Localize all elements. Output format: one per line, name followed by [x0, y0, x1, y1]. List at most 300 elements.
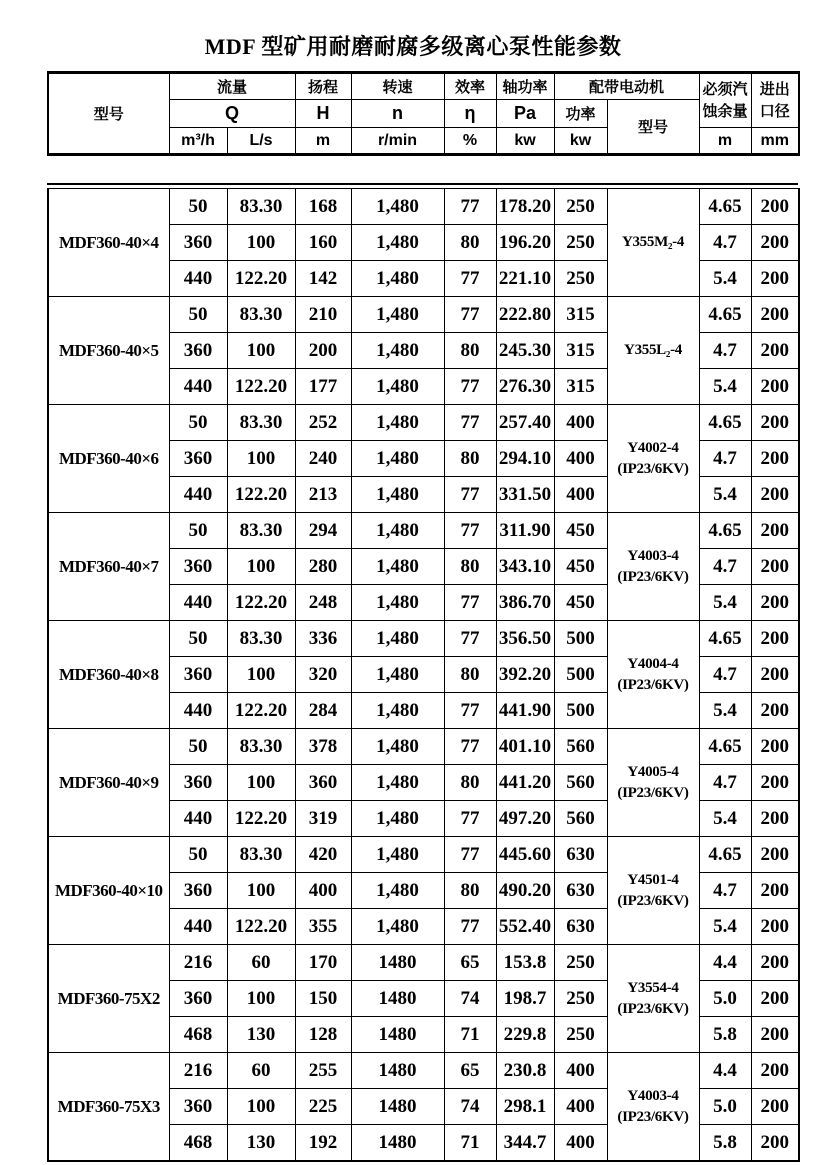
- cell-flow-m3h: 50: [169, 405, 227, 441]
- cell-flow-m3h: 216: [169, 1053, 227, 1089]
- header-motor-power: 功率: [554, 100, 607, 128]
- cell-npsh: 4.7: [699, 225, 751, 261]
- cell-efficiency: 80: [444, 441, 496, 477]
- cell-efficiency: 71: [444, 1017, 496, 1053]
- cell-efficiency: 77: [444, 369, 496, 405]
- cell-flow-ls: 122.20: [227, 909, 295, 945]
- cell-speed: 1,480: [351, 297, 444, 333]
- cell-shaft-power: 490.20: [496, 873, 554, 909]
- header-flow-symbol: Q: [169, 100, 295, 128]
- cell-efficiency: 77: [444, 801, 496, 837]
- cell-flow-ls: 83.30: [227, 297, 295, 333]
- header-motor-group: 配带电动机: [554, 73, 699, 100]
- cell-shaft-power: 497.20: [496, 801, 554, 837]
- motor-model-line: (IP23/6KV): [617, 676, 689, 693]
- motor-model-line: Y355M₂-4: [621, 234, 685, 250]
- motor-model-line: Y4501-4: [627, 871, 679, 888]
- cell-npsh: 4.65: [699, 837, 751, 873]
- cell-flow-ls: 122.20: [227, 369, 295, 405]
- cell-port-diameter: 200: [751, 1017, 799, 1053]
- cell-pump-model: MDF360-40×7: [48, 513, 169, 621]
- cell-flow-ls: 100: [227, 981, 295, 1017]
- cell-npsh: 4.4: [699, 1053, 751, 1089]
- cell-motor-power: 560: [554, 801, 607, 837]
- cell-motor-power: 450: [554, 513, 607, 549]
- cell-npsh: 5.4: [699, 585, 751, 621]
- cell-npsh: 5.4: [699, 693, 751, 729]
- header-npsh-unit: m: [699, 128, 751, 155]
- motor-model-line: (IP23/6KV): [617, 568, 689, 585]
- cell-efficiency: 80: [444, 765, 496, 801]
- cell-flow-m3h: 50: [169, 513, 227, 549]
- cell-shaft-power: 230.8: [496, 1053, 554, 1089]
- cell-flow-ls: 100: [227, 225, 295, 261]
- cell-flow-m3h: 50: [169, 837, 227, 873]
- cell-flow-m3h: 360: [169, 981, 227, 1017]
- cell-efficiency: 77: [444, 837, 496, 873]
- cell-speed: 1,480: [351, 657, 444, 693]
- cell-flow-m3h: 468: [169, 1125, 227, 1162]
- header-port-line2: 口径: [759, 102, 790, 120]
- cell-efficiency: 77: [444, 189, 496, 225]
- cell-efficiency: 71: [444, 1125, 496, 1162]
- cell-flow-ls: 83.30: [227, 621, 295, 657]
- cell-flow-m3h: 50: [169, 729, 227, 765]
- cell-port-diameter: 200: [751, 549, 799, 585]
- cell-port-diameter: 200: [751, 621, 799, 657]
- cell-motor-model: [607, 405, 699, 513]
- cell-speed: 1,480: [351, 261, 444, 297]
- cell-efficiency: 77: [444, 621, 496, 657]
- cell-npsh: 4.7: [699, 549, 751, 585]
- cell-speed: 1,480: [351, 693, 444, 729]
- cell-port-diameter: 200: [751, 333, 799, 369]
- cell-npsh: 4.65: [699, 405, 751, 441]
- cell-flow-m3h: 440: [169, 477, 227, 513]
- spec-table-header: [47, 71, 800, 156]
- cell-head: 160: [295, 225, 351, 261]
- motor-model-line: Y4005-4: [627, 763, 679, 780]
- header-efficiency: 效率: [444, 73, 496, 100]
- cell-motor-power: 250: [554, 945, 607, 981]
- cell-motor-power: 250: [554, 189, 607, 225]
- header-head: 扬程: [295, 73, 351, 100]
- cell-head: 142: [295, 261, 351, 297]
- motor-model-line: Y4003-4: [627, 1087, 679, 1104]
- cell-motor-power: 450: [554, 549, 607, 585]
- cell-motor-model: [607, 189, 699, 297]
- cell-motor-power: 560: [554, 765, 607, 801]
- cell-flow-m3h: 360: [169, 333, 227, 369]
- cell-head: 336: [295, 621, 351, 657]
- cell-port-diameter: 200: [751, 261, 799, 297]
- cell-shaft-power: 331.50: [496, 477, 554, 513]
- motor-model-line: Y4003-4: [627, 547, 679, 564]
- cell-efficiency: 80: [444, 333, 496, 369]
- cell-flow-ls: 83.30: [227, 729, 295, 765]
- motor-model-line: Y4004-4: [627, 655, 679, 672]
- cell-motor-power: 500: [554, 693, 607, 729]
- cell-npsh: 5.4: [699, 801, 751, 837]
- cell-motor-model: [607, 837, 699, 945]
- cell-npsh: 5.8: [699, 1125, 751, 1162]
- cell-npsh: 4.7: [699, 657, 751, 693]
- cell-shaft-power: 441.20: [496, 765, 554, 801]
- cell-motor-model: [607, 729, 699, 837]
- cell-port-diameter: 200: [751, 801, 799, 837]
- cell-head: 294: [295, 513, 351, 549]
- cell-head: 420: [295, 837, 351, 873]
- cell-efficiency: 65: [444, 1053, 496, 1089]
- cell-shaft-power: 298.1: [496, 1089, 554, 1125]
- cell-head: 378: [295, 729, 351, 765]
- cell-flow-ls: 83.30: [227, 405, 295, 441]
- cell-flow-ls: 83.30: [227, 837, 295, 873]
- header-shaft-power-symbol: Pa: [496, 100, 554, 128]
- cell-flow-ls: 60: [227, 1053, 295, 1089]
- cell-port-diameter: 200: [751, 297, 799, 333]
- cell-motor-power: 560: [554, 729, 607, 765]
- cell-npsh: 4.7: [699, 873, 751, 909]
- header-head-symbol: H: [295, 100, 351, 128]
- header-shaft-power-unit: kw: [496, 128, 554, 155]
- cell-head: 177: [295, 369, 351, 405]
- cell-motor-power: 400: [554, 1089, 607, 1125]
- cell-efficiency: 77: [444, 405, 496, 441]
- cell-head: 128: [295, 1017, 351, 1053]
- header-flow-unit-m3h: m³/h: [169, 128, 227, 155]
- cell-speed: 1,480: [351, 729, 444, 765]
- cell-efficiency: 77: [444, 513, 496, 549]
- spec-row: [48, 621, 799, 657]
- cell-head: 170: [295, 945, 351, 981]
- cell-port-diameter: 200: [751, 837, 799, 873]
- motor-model-line: (IP23/6KV): [617, 460, 689, 477]
- cell-head: 200: [295, 333, 351, 369]
- cell-npsh: 5.4: [699, 477, 751, 513]
- cell-head: 213: [295, 477, 351, 513]
- cell-speed: 1,480: [351, 801, 444, 837]
- cell-efficiency: 80: [444, 657, 496, 693]
- cell-port-diameter: 200: [751, 945, 799, 981]
- cell-motor-power: 250: [554, 981, 607, 1017]
- cell-flow-ls: 100: [227, 657, 295, 693]
- cell-speed: 1,480: [351, 189, 444, 225]
- header-port-unit: mm: [751, 128, 799, 155]
- cell-flow-ls: 100: [227, 765, 295, 801]
- cell-motor-power: 630: [554, 909, 607, 945]
- cell-pump-model: MDF360-40×5: [48, 297, 169, 405]
- spec-row: [48, 297, 799, 333]
- cell-head: 240: [295, 441, 351, 477]
- cell-port-diameter: 200: [751, 369, 799, 405]
- cell-shaft-power: 311.90: [496, 513, 554, 549]
- cell-motor-power: 250: [554, 225, 607, 261]
- cell-port-diameter: 200: [751, 693, 799, 729]
- cell-efficiency: 74: [444, 1089, 496, 1125]
- cell-motor-power: 250: [554, 1017, 607, 1053]
- cell-speed: 1,480: [351, 765, 444, 801]
- cell-efficiency: 77: [444, 477, 496, 513]
- cell-port-diameter: 200: [751, 585, 799, 621]
- cell-motor-model: [607, 297, 699, 405]
- cell-flow-m3h: 440: [169, 369, 227, 405]
- cell-motor-power: 450: [554, 585, 607, 621]
- header-efficiency-symbol: η: [444, 100, 496, 128]
- cell-npsh: 4.7: [699, 765, 751, 801]
- cell-speed: 1,480: [351, 513, 444, 549]
- cell-efficiency: 80: [444, 873, 496, 909]
- cell-head: 248: [295, 585, 351, 621]
- cell-speed: 1480: [351, 1017, 444, 1053]
- cell-shaft-power: 153.8: [496, 945, 554, 981]
- cell-port-diameter: 200: [751, 657, 799, 693]
- spec-row: [48, 513, 799, 549]
- cell-flow-ls: 100: [227, 333, 295, 369]
- cell-npsh: 4.65: [699, 297, 751, 333]
- cell-shaft-power: 386.70: [496, 585, 554, 621]
- cell-speed: 1,480: [351, 477, 444, 513]
- cell-flow-m3h: 360: [169, 657, 227, 693]
- cell-shaft-power: 178.20: [496, 189, 554, 225]
- motor-model-line: (IP23/6KV): [617, 1108, 689, 1125]
- header-row-groups: [48, 73, 799, 100]
- cell-shaft-power: 343.10: [496, 549, 554, 585]
- cell-flow-m3h: 440: [169, 585, 227, 621]
- header-npsh-line2: 蚀余量: [702, 102, 748, 120]
- cell-speed: 1480: [351, 1089, 444, 1125]
- header-speed-symbol: n: [351, 100, 444, 128]
- cell-flow-ls: 100: [227, 441, 295, 477]
- header-efficiency-unit: %: [444, 128, 496, 155]
- header-speed-unit: r/min: [351, 128, 444, 155]
- cell-flow-m3h: 360: [169, 549, 227, 585]
- cell-speed: 1,480: [351, 549, 444, 585]
- cell-efficiency: 77: [444, 909, 496, 945]
- cell-motor-power: 250: [554, 261, 607, 297]
- cell-motor-model: [607, 1053, 699, 1162]
- cell-flow-m3h: 440: [169, 909, 227, 945]
- cell-motor-model: [607, 945, 699, 1053]
- cell-npsh: 4.4: [699, 945, 751, 981]
- cell-head: 284: [295, 693, 351, 729]
- cell-flow-ls: 100: [227, 1089, 295, 1125]
- cell-npsh: 4.7: [699, 441, 751, 477]
- cell-pump-model: MDF360-40×9: [48, 729, 169, 837]
- spec-table-body-border: [47, 183, 798, 1162]
- cell-npsh: 4.65: [699, 729, 751, 765]
- header-port-diameter: [751, 73, 799, 128]
- header-shaft-power: 轴功率: [496, 73, 554, 100]
- cell-flow-m3h: 468: [169, 1017, 227, 1053]
- cell-npsh: 5.8: [699, 1017, 751, 1053]
- cell-speed: 1,480: [351, 909, 444, 945]
- cell-shaft-power: 441.90: [496, 693, 554, 729]
- cell-speed: 1480: [351, 981, 444, 1017]
- header-npsh: [699, 73, 751, 128]
- page-title: MDF 型矿用耐磨耐腐多级离心泵性能参数: [204, 34, 622, 59]
- cell-motor-power: 315: [554, 369, 607, 405]
- cell-head: 192: [295, 1125, 351, 1162]
- cell-flow-ls: 122.20: [227, 693, 295, 729]
- cell-flow-m3h: 360: [169, 765, 227, 801]
- cell-shaft-power: 198.7: [496, 981, 554, 1017]
- cell-pump-model: MDF360-40×4: [48, 189, 169, 297]
- cell-flow-m3h: 50: [169, 621, 227, 657]
- motor-model-line: (IP23/6KV): [617, 1000, 689, 1017]
- cell-npsh: 5.4: [699, 369, 751, 405]
- header-pump-model: 型号: [48, 73, 169, 155]
- motor-model-line: Y4002-4: [627, 439, 679, 456]
- cell-port-diameter: 200: [751, 981, 799, 1017]
- cell-shaft-power: 401.10: [496, 729, 554, 765]
- cell-port-diameter: 200: [751, 189, 799, 225]
- cell-motor-power: 315: [554, 333, 607, 369]
- cell-port-diameter: 200: [751, 441, 799, 477]
- motor-model-line: Y3554-4: [627, 979, 679, 996]
- cell-pump-model: MDF360-75X2: [48, 945, 169, 1053]
- spec-row: [48, 729, 799, 765]
- cell-efficiency: 77: [444, 693, 496, 729]
- motor-model-line: (IP23/6KV): [617, 892, 689, 909]
- cell-speed: 1,480: [351, 621, 444, 657]
- cell-shaft-power: 221.10: [496, 261, 554, 297]
- cell-flow-ls: 60: [227, 945, 295, 981]
- cell-flow-ls: 122.20: [227, 801, 295, 837]
- cell-shaft-power: 344.7: [496, 1125, 554, 1162]
- cell-motor-model: [607, 513, 699, 621]
- header-motor-power-unit: kw: [554, 128, 607, 155]
- cell-shaft-power: 445.60: [496, 837, 554, 873]
- cell-shaft-power: 257.40: [496, 405, 554, 441]
- cell-flow-ls: 122.20: [227, 585, 295, 621]
- cell-flow-ls: 100: [227, 549, 295, 585]
- cell-speed: 1,480: [351, 225, 444, 261]
- cell-npsh: 5.0: [699, 1089, 751, 1125]
- cell-flow-ls: 83.30: [227, 189, 295, 225]
- cell-flow-m3h: 360: [169, 1089, 227, 1125]
- cell-shaft-power: 222.80: [496, 297, 554, 333]
- cell-port-diameter: 200: [751, 909, 799, 945]
- cell-port-diameter: 200: [751, 1125, 799, 1162]
- cell-flow-m3h: 50: [169, 297, 227, 333]
- cell-shaft-power: 196.20: [496, 225, 554, 261]
- motor-model-line: (IP23/6KV): [617, 784, 689, 801]
- cell-port-diameter: 200: [751, 405, 799, 441]
- cell-motor-power: 400: [554, 1125, 607, 1162]
- cell-motor-power: 315: [554, 297, 607, 333]
- cell-port-diameter: 200: [751, 729, 799, 765]
- cell-speed: 1480: [351, 945, 444, 981]
- cell-motor-power: 500: [554, 657, 607, 693]
- header-speed: 转速: [351, 73, 444, 100]
- cell-flow-m3h: 360: [169, 873, 227, 909]
- cell-head: 252: [295, 405, 351, 441]
- cell-speed: 1,480: [351, 333, 444, 369]
- cell-efficiency: 77: [444, 297, 496, 333]
- cell-flow-ls: 130: [227, 1017, 295, 1053]
- cell-head: 400: [295, 873, 351, 909]
- cell-head: 255: [295, 1053, 351, 1089]
- cell-speed: 1480: [351, 1125, 444, 1162]
- cell-motor-power: 630: [554, 873, 607, 909]
- cell-npsh: 5.0: [699, 981, 751, 1017]
- spec-table-body: [48, 189, 799, 1162]
- cell-flow-m3h: 440: [169, 801, 227, 837]
- cell-pump-model: MDF360-40×6: [48, 405, 169, 513]
- cell-npsh: 4.65: [699, 189, 751, 225]
- cell-flow-ls: 130: [227, 1125, 295, 1162]
- cell-port-diameter: 200: [751, 765, 799, 801]
- cell-efficiency: 77: [444, 585, 496, 621]
- cell-port-diameter: 200: [751, 225, 799, 261]
- cell-npsh: 4.65: [699, 621, 751, 657]
- header-motor-model: 型号: [607, 100, 699, 155]
- cell-flow-ls: 83.30: [227, 513, 295, 549]
- cell-flow-m3h: 440: [169, 261, 227, 297]
- cell-pump-model: MDF360-40×10: [48, 837, 169, 945]
- header-flow-unit-ls: L/s: [227, 128, 295, 155]
- cell-motor-power: 400: [554, 1053, 607, 1089]
- cell-flow-ls: 122.20: [227, 261, 295, 297]
- cell-speed: 1480: [351, 1053, 444, 1089]
- cell-efficiency: 80: [444, 549, 496, 585]
- cell-head: 360: [295, 765, 351, 801]
- cell-port-diameter: 200: [751, 1053, 799, 1089]
- cell-speed: 1,480: [351, 873, 444, 909]
- cell-flow-m3h: 50: [169, 189, 227, 225]
- header-port-line1: 进出: [759, 80, 790, 98]
- cell-flow-ls: 100: [227, 873, 295, 909]
- cell-efficiency: 80: [444, 225, 496, 261]
- cell-speed: 1,480: [351, 585, 444, 621]
- cell-pump-model: MDF360-75X3: [48, 1053, 169, 1162]
- cell-shaft-power: 245.30: [496, 333, 554, 369]
- cell-speed: 1,480: [351, 441, 444, 477]
- cell-motor-model: [607, 621, 699, 729]
- spec-row: [48, 1053, 799, 1089]
- cell-flow-m3h: 440: [169, 693, 227, 729]
- header-head-unit: m: [295, 128, 351, 155]
- cell-head: 280: [295, 549, 351, 585]
- cell-shaft-power: 294.10: [496, 441, 554, 477]
- cell-efficiency: 77: [444, 261, 496, 297]
- cell-flow-m3h: 360: [169, 225, 227, 261]
- cell-port-diameter: 200: [751, 1089, 799, 1125]
- header-flow: 流量: [169, 73, 295, 100]
- cell-head: 225: [295, 1089, 351, 1125]
- cell-shaft-power: 392.20: [496, 657, 554, 693]
- cell-motor-power: 500: [554, 621, 607, 657]
- cell-motor-power: 400: [554, 477, 607, 513]
- motor-model-line: Y355L₂-4: [624, 342, 682, 358]
- cell-shaft-power: 276.30: [496, 369, 554, 405]
- cell-speed: 1,480: [351, 405, 444, 441]
- cell-efficiency: 77: [444, 729, 496, 765]
- cell-motor-power: 630: [554, 837, 607, 873]
- cell-motor-power: 400: [554, 441, 607, 477]
- cell-motor-power: 400: [554, 405, 607, 441]
- cell-speed: 1,480: [351, 837, 444, 873]
- spec-row: [48, 405, 799, 441]
- spec-row: [48, 945, 799, 981]
- cell-npsh: 5.4: [699, 909, 751, 945]
- cell-speed: 1,480: [351, 369, 444, 405]
- cell-port-diameter: 200: [751, 873, 799, 909]
- cell-head: 150: [295, 981, 351, 1017]
- cell-head: 168: [295, 189, 351, 225]
- cell-head: 210: [295, 297, 351, 333]
